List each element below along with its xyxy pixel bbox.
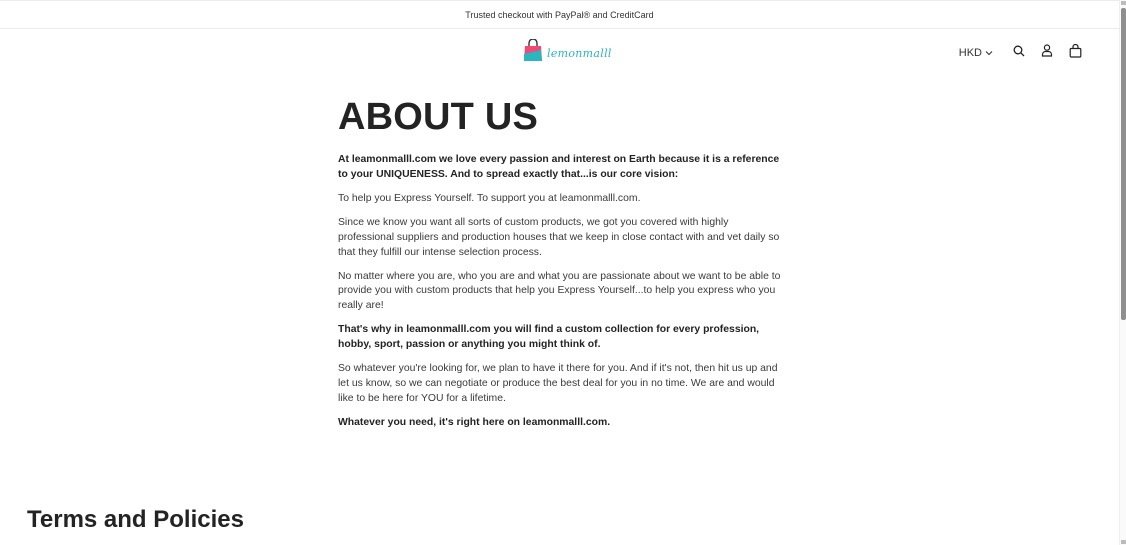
announcement-bar [0,0,1119,29]
currency-selector[interactable] [959,47,993,59]
logo-link[interactable] [523,39,612,68]
shopping-bag-icon [1069,44,1082,63]
about-paragraph: To help you Express Yourself. To support you at leamonmalll.com. [338,192,641,204]
scrollbar-thumb[interactable] [1121,8,1126,320]
scroll-up-arrow-icon[interactable] [1121,1,1126,5]
terms-and-policies-heading: Terms and Policies [27,506,244,533]
currency-label: HKD [958,47,982,59]
account-icon [1041,44,1053,62]
about-paragraph: At leamonmalll.com we love every passion and interest on Earth because it is a reference to your UNIQUENESS. And to spread exactly that...is our core vision: [338,154,780,180]
scroll-down-arrow-icon[interactable] [1121,540,1126,544]
chevron-down-icon [985,47,993,59]
about-paragraph: So whatever you're looking for, we plan to have it there for you. And if it's not, then hit us up and let us know, so we can negotiate or produce the best deal for you in no time. We are and would like to be here for YOU for a lifetime. [338,363,778,404]
account-button[interactable] [1033,43,1061,63]
about-paragraph: Whatever you need, it's right here on leamonmalll.com. [338,416,611,428]
search-icon [1013,44,1025,62]
header-actions [959,43,1089,63]
site-header [0,29,1119,74]
announcement-text: Trusted checkout with PayPal® and CreditCard [465,9,654,20]
page-scrollbar[interactable] [1119,0,1126,545]
about-paragraph: Since we know you want all sorts of custom products, we got you covered with highly professional suppliers and production houses that we keep in close contact with and vet daily so that they fulfill our intense selection process. [338,217,780,258]
about-paragraph: That's why in leamonmalll.com you will find a custom collection for every profession, hobby, sport, passion or anything you might think of. [338,324,760,351]
cart-button[interactable] [1061,43,1089,63]
logo-text: lemonmalll [547,47,612,60]
about-paragraph: No matter where you are, who you are and what you are passionate about we want to be able to provide you with custom products that help you Express Yourself...to help you express who you really are! [338,270,781,312]
about-content [338,95,786,440]
page-title: ABOUT US [338,96,539,138]
shopping-bag-logo-icon [523,39,543,68]
search-button[interactable] [1005,43,1033,63]
